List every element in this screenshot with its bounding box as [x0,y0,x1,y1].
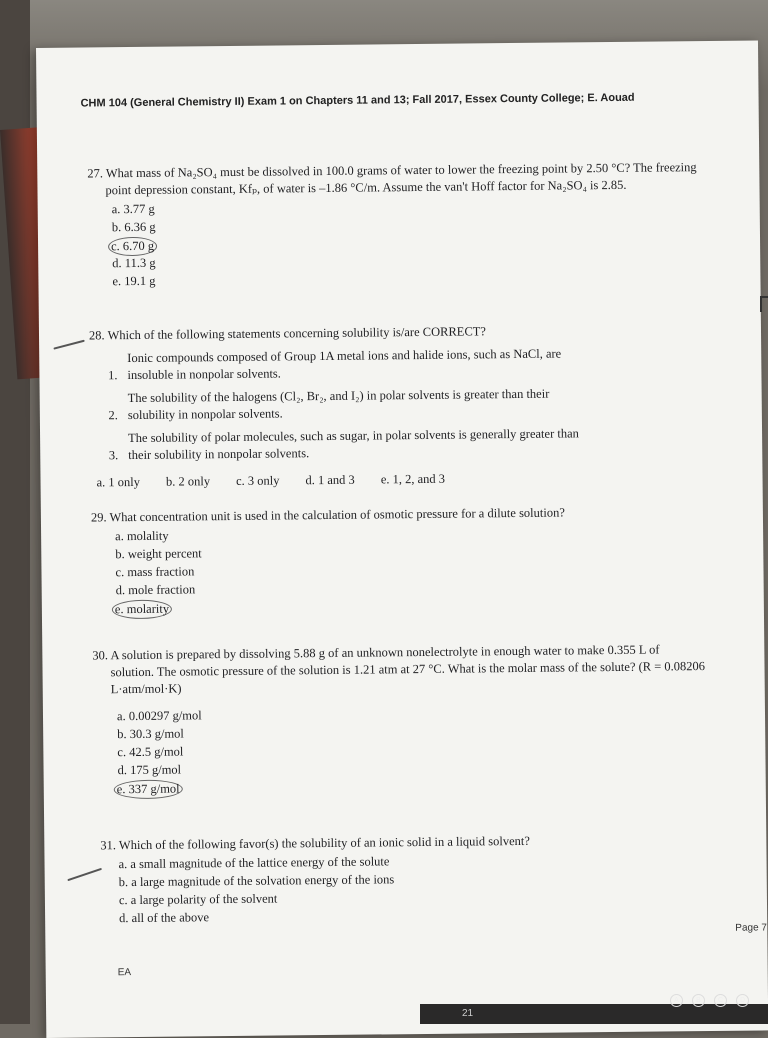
circled-answer: e. molarity [112,600,172,620]
statement-3 [90,424,730,465]
question-number: 28. [88,328,105,343]
statement-text: The solubility of polar molecules, such as sugar, in polar solvents is generally greater than their solubility in nonpolar solvents. [128,426,579,463]
question-28-stem-line [89,321,729,345]
bubble-a-icon: A [670,994,683,1007]
answer-row-number: 21 [462,1008,474,1019]
bubble-c-icon: C [714,994,727,1007]
choice-c: c. 3 only [235,473,280,488]
question-number: 29. [90,510,107,525]
question-30-line-2: solution. The osmotic pressure of the solution is 1.21 atm at 27 °C. What is the molar mass of the solute? (R = 0.08206 [110,659,706,680]
question-30-options [117,702,744,799]
question-number: 31. [100,838,117,853]
pencil-mark [67,868,102,881]
bubble-b-icon: B [692,994,705,1007]
choice-b: b. 2 only [165,474,211,489]
question-28-stem: Which of the following statements concerning solubility is/are CORRECT? [107,324,487,343]
question-number: 27. [87,166,104,181]
choice-d: d. 1 and 3 [305,472,355,488]
option-c: c. a large polarity of the solvent [118,891,278,908]
exam-page [36,40,768,1038]
bubble-d-icon: D [736,994,749,1007]
answer-sheet-strip [420,997,768,1024]
question-29-stem: What concentration unit is used in the calculation of osmotic pressure for a dilute solution? [109,505,565,525]
option-c: c. 42.5 g/mol [117,744,184,760]
question-number: 30. [92,648,109,663]
statement-text: The solubility of the halogens (Cl₂, Br₂, and I₂) in polar solvents is greater than their solubility in nonpolar solvents. [127,386,550,423]
statement-text: Ionic compounds composed of Group 1A metal ions and halide ions, such as NaCl, are insoluble in nonpolar solvents. [127,346,562,383]
question-27-line-2: point depression constant, Kfₚ, of water is –1.86 °C/m. Assume the van't Hoff factor for Na₂SO₄ is 2.85. [105,177,627,198]
option-d: d. 11.3 g [112,255,156,271]
page-number: Page 7 [735,922,768,934]
option-d: d. all of the above [119,910,210,926]
option-a: a. 3.77 g [111,201,155,217]
statement-number: 3. [108,448,119,463]
footer-initials: EA [117,967,132,979]
exam-header: CHM 104 (General Chemistry II) Exam 1 on Chapters 11 and 13; Fall 2017, Essex County College; E. Aouad [80,91,635,110]
circled-answer: e. 337 g/mol [114,780,183,800]
choice-a: a. 1 only [96,474,141,490]
option-c: c. mass fraction [115,564,195,580]
option-b: b. a large magnitude of the solvation energy of the ions [118,872,395,890]
question-27 [87,159,728,292]
question-29 [91,503,732,619]
option-b: b. 30.3 g/mol [117,726,184,742]
question-31 [100,831,721,928]
circled-answer: c. 6.70 g [108,237,157,257]
question-27-stem: What mass of Na₂SO₄ must be dissolved in 100.0 grams of water to lower the freezing point by 2.50 °C? The freezing [105,160,697,181]
question-28 [89,321,731,492]
question-30-line-3: L·atm/mol·K) [110,681,182,697]
option-b: b. 6.36 g [111,219,156,235]
question-30 [92,641,744,799]
question-29-options [115,522,732,618]
question-27-options [112,195,729,291]
option-a: a. a small magnitude of the lattice energy of the solute [118,854,390,872]
statement-number: 2. [108,408,118,423]
background-edge-mark [760,296,768,312]
option-d: d. 175 g/mol [117,762,182,778]
statement-2 [90,384,730,425]
option-d: d. mole fraction [115,582,196,598]
pencil-mark [53,340,84,350]
question-30-stem: A solution is prepared by dissolving 5.88 g of an unknown nonelectrolyte in enough water to make 0.355 L of [110,642,660,663]
question-28-choices [96,468,730,492]
statement-number: 1. [107,368,118,383]
question-31-options [118,850,721,928]
option-a: a. 0.00297 g/mol [116,708,202,724]
option-b: b. weight percent [115,546,202,562]
statement-1 [89,344,729,385]
option-a: a. molality [115,528,169,544]
question-31-stem: Which of the following favor(s) the solubility of an ionic solid in a liquid solvent? [118,833,530,853]
option-e: e. 19.1 g [112,273,156,289]
choice-e: e. 1, 2, and 3 [380,471,446,487]
